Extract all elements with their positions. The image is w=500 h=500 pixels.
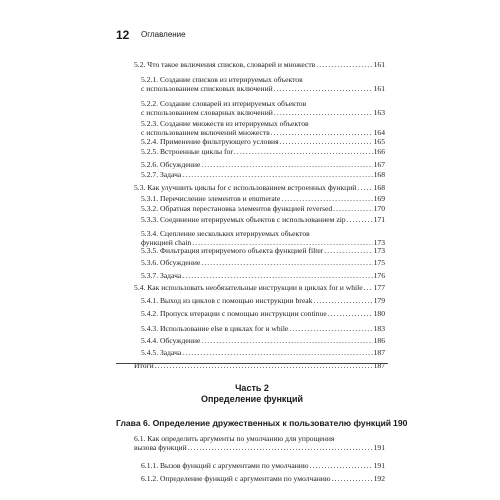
toc-entry-title: 5.3. Как улучшить циклы for с использованием встроенных функций: [134, 183, 357, 192]
leader-dots: [182, 348, 372, 357]
toc-entry[interactable]: [141, 119, 385, 137]
toc-entry[interactable]: [141, 194, 385, 203]
toc-entry-page: 187: [373, 348, 385, 357]
toc-entry-title: 5.4.4. Обсуждение: [141, 336, 201, 345]
leader-dots: [310, 461, 373, 470]
toc-entry-page: 161: [373, 84, 385, 93]
leader-dots: [364, 283, 373, 292]
toc-entry-title: 5.3.6. Обсуждение: [141, 258, 201, 267]
toc-entry-page: 179: [373, 296, 385, 305]
running-title: Оглавление: [141, 30, 186, 39]
chapter-heading[interactable]: [116, 418, 408, 428]
toc-entry-title: с использованием списковых включений: [141, 84, 273, 93]
toc-entry-page: 169: [373, 194, 385, 203]
toc-entry-page: 170: [373, 204, 385, 213]
toc-entry-title: 5.4.1. Выход из циклов с помощью инструкции break: [141, 296, 313, 305]
toc-entry-title: 5.2. Что такое включения списков, словарей и множеств: [134, 60, 316, 69]
toc-entry-page: 192: [373, 474, 385, 483]
toc-entry-title: 6.1. Как определить аргументы по умолчанию для упрощения: [134, 434, 335, 443]
leader-dots: [182, 170, 372, 179]
toc-entry-page: 166: [373, 147, 385, 156]
leader-dots: [333, 204, 372, 213]
toc-entry-page: 171: [373, 215, 385, 224]
toc-entry[interactable]: [141, 147, 385, 156]
toc-entry-title: 5.3.3. Соединение итерируемых объектов с использованием zip: [141, 215, 346, 224]
toc-entry-page: 173: [373, 238, 385, 247]
toc-entry-title: Итоги: [134, 361, 154, 370]
toc-entry-page: 180: [373, 309, 385, 318]
leader-dots: [289, 324, 372, 333]
toc-entry-page: 191: [373, 461, 385, 470]
toc-entry[interactable]: [141, 160, 385, 169]
toc-divider: [116, 363, 388, 364]
toc-entry[interactable]: [141, 309, 385, 318]
toc-entry[interactable]: [134, 183, 385, 192]
leader-dots: [357, 183, 372, 192]
toc-entry-page: 168: [373, 170, 385, 179]
leader-dots: [324, 246, 372, 255]
part-title: Определение функций: [200, 394, 304, 404]
toc-entry-page: 175: [373, 258, 385, 267]
leader-dots: [201, 336, 372, 345]
toc-entry[interactable]: [134, 434, 385, 452]
toc-entry[interactable]: [134, 60, 385, 69]
toc-entry[interactable]: [141, 246, 385, 255]
toc-entry[interactable]: [141, 99, 385, 117]
toc-entry-title: 5.3.1. Перечисление элементов и enumerate: [141, 194, 281, 203]
toc-entry[interactable]: [141, 336, 385, 345]
toc-entry[interactable]: [134, 283, 385, 292]
toc-entry-title: 5.4. Как использовать необязательные инструкции в циклах for и while: [134, 283, 363, 292]
part-label: Часть 2: [235, 383, 269, 393]
toc-entry-title: вызова функций: [134, 443, 187, 452]
toc-entry[interactable]: [141, 170, 385, 179]
toc-entry-page: 176: [373, 271, 385, 280]
toc-entry-title: 6.1.1. Вызов функций с аргументами по умолчанию: [141, 461, 309, 470]
toc-entry-page: 191: [373, 443, 385, 452]
toc-entry-page: 168: [373, 183, 385, 192]
toc-entry[interactable]: [141, 296, 385, 305]
toc-entry-title: 5.2.5. Встроенные циклы for: [141, 147, 233, 156]
leader-dots: [234, 147, 373, 156]
toc-entry-title: 5.4.3. Использование else в циклах for и while: [141, 324, 289, 333]
toc-entry[interactable]: [141, 258, 385, 267]
toc-entry-page: 165: [373, 137, 385, 146]
toc-entry-title: 5.2.7. Задача: [141, 170, 182, 179]
leader-dots: [274, 108, 373, 117]
toc-entry-title: функцией chain: [141, 238, 192, 247]
toc-entry[interactable]: [141, 137, 385, 146]
toc-entry[interactable]: [141, 204, 385, 213]
toc-entry-title: 5.4.2. Пропуск итерации с помощью инструкции continue: [141, 309, 327, 318]
toc-entry-title: 5.4.5. Задача: [141, 348, 182, 357]
toc-entry-page: 167: [373, 160, 385, 169]
toc-entry-page: 163: [373, 108, 385, 117]
leader-dots: [274, 84, 373, 93]
toc-entry[interactable]: [141, 75, 385, 93]
chapter-page: 190: [393, 418, 408, 428]
toc-entry-title: 5.2.1. Создание списков из итерируемых объектов: [141, 75, 303, 84]
leader-dots: [313, 296, 372, 305]
toc-entry-title: с использованием включений множеств: [141, 128, 270, 137]
leader-dots: [201, 258, 372, 267]
toc-entry-title: с использованием словарных включений: [141, 108, 273, 117]
toc-entry-page: 164: [373, 128, 385, 137]
leader-dots: [188, 443, 373, 452]
toc-entry-page: 183: [373, 324, 385, 333]
toc-entry-title: 5.3.5. Фильтрация итерируемого объекта функцией filter: [141, 246, 324, 255]
toc-entry-page: 187: [373, 361, 385, 370]
toc-entry-page: 186: [373, 336, 385, 345]
leader-dots: [182, 271, 372, 280]
toc-entry-title: 5.3.7. Задача: [141, 271, 182, 280]
toc-entry-title: 5.2.3. Создание множеств из итерируемых объектов: [141, 119, 309, 128]
leader-dots: [332, 474, 373, 483]
leader-dots: [316, 60, 372, 69]
toc-entry-page: 177: [373, 283, 385, 292]
toc-entry-page: 173: [373, 246, 385, 255]
toc-entry[interactable]: [141, 348, 385, 357]
toc-entry[interactable]: [141, 474, 385, 483]
toc-entry-title: 5.3.4. Сцепление нескольких итерируемых объектов: [141, 229, 310, 238]
chapter-title: Глава 6. Определение дружественных к пользователю функций: [116, 418, 392, 428]
toc-entry[interactable]: [141, 229, 385, 247]
toc-entry-title: 6.1.2. Определение функций с аргументами по умолчанию: [141, 474, 331, 483]
toc-entry-title: 5.3.2. Обратная перестановка элементов функцией reversed: [141, 204, 333, 213]
leader-dots: [201, 160, 372, 169]
leader-dots: [328, 309, 373, 318]
toc-entry[interactable]: [141, 271, 385, 280]
leader-dots: [281, 194, 372, 203]
toc-entry[interactable]: [141, 215, 385, 224]
leader-dots: [280, 137, 373, 146]
toc-entry[interactable]: [141, 461, 385, 470]
toc-entry-title: 5.2.4. Применение фильтрующего условия: [141, 137, 279, 146]
page-number: 12: [116, 28, 130, 42]
leader-dots: [271, 128, 373, 137]
toc-entry-title: 5.2.6. Обсуждение: [141, 160, 201, 169]
toc-entry-page: 161: [373, 60, 385, 69]
leader-dots: [347, 215, 373, 224]
toc-entry[interactable]: [141, 324, 385, 333]
toc-entry-title: 5.2.2. Создание словарей из итерируемых объектов: [141, 99, 307, 108]
